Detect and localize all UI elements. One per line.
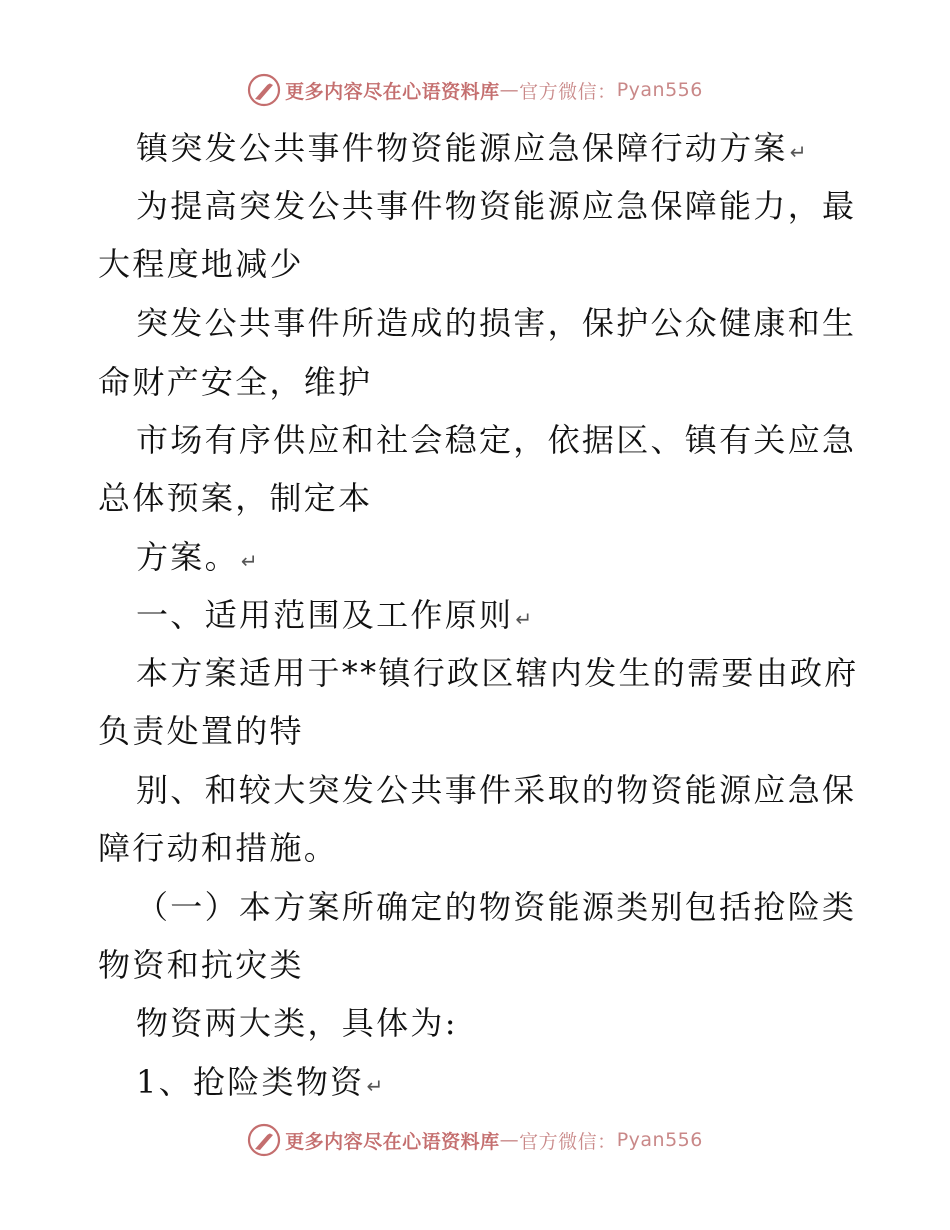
text-line: 别、和较大突发公共事件采取的物资能源应急保 bbox=[136, 771, 857, 809]
list-item-heading: 1、抢险类物资 ↵ bbox=[136, 1063, 384, 1101]
text-line: 物资和抗灾类 bbox=[98, 946, 304, 984]
text-line: 本方案适用于**镇行政区辖内发生的需要由政府 bbox=[136, 654, 859, 692]
paragraph-mark-icon: ↵ bbox=[240, 549, 258, 573]
text-line: 障行动和措施。 bbox=[98, 829, 339, 867]
text-line: 物资两大类，具体为: bbox=[136, 1004, 458, 1042]
watermark-site-text: 更多内容尽在心语资料库 bbox=[285, 1130, 500, 1153]
feather-pen-logo-icon bbox=[247, 1123, 281, 1157]
watermark-site-text: 更多内容尽在心语资料库 bbox=[285, 80, 500, 103]
watermark-label: 官方微信： bbox=[519, 80, 617, 103]
watermark-label: 官方微信： bbox=[519, 1130, 617, 1153]
text-line: （一）本方案所确定的物资能源类别包括抢险类 bbox=[136, 888, 857, 926]
text-line: 突发公共事件所造成的损害，保护公众健康和生 bbox=[136, 304, 857, 342]
text-line: 总体预案，制定本 bbox=[98, 479, 373, 517]
watermark-wechat-id: Pyan556 bbox=[616, 79, 703, 101]
text-line: 为提高突发公共事件物资能源应急保障能力，最 bbox=[136, 187, 857, 225]
text-line: 市场有序供应和社会稳定，依据区、镇有关应急 bbox=[136, 421, 857, 459]
paragraph-mark-icon: ↵ bbox=[515, 607, 533, 631]
text-line: 命财产安全，维护 bbox=[98, 363, 373, 401]
section-heading: 一、适用范围及工作原则 ↵ bbox=[136, 596, 533, 634]
watermark-separator: — bbox=[499, 1129, 520, 1151]
watermark-footer bbox=[0, 1120, 950, 1160]
watermark-separator: — bbox=[499, 79, 520, 101]
watermark-wechat-id: Pyan556 bbox=[616, 1129, 703, 1151]
document-title: 镇突发公共事件物资能源应急保障行动方案 ↵ bbox=[136, 129, 807, 167]
paragraph-mark-icon: ↵ bbox=[789, 140, 807, 164]
paragraph-mark-icon: ↵ bbox=[366, 1074, 384, 1098]
text-line: 负责处置的特 bbox=[98, 712, 304, 750]
text-line: 大程度地减少 bbox=[98, 245, 304, 283]
text-line: 方案。 ↵ bbox=[136, 538, 258, 576]
